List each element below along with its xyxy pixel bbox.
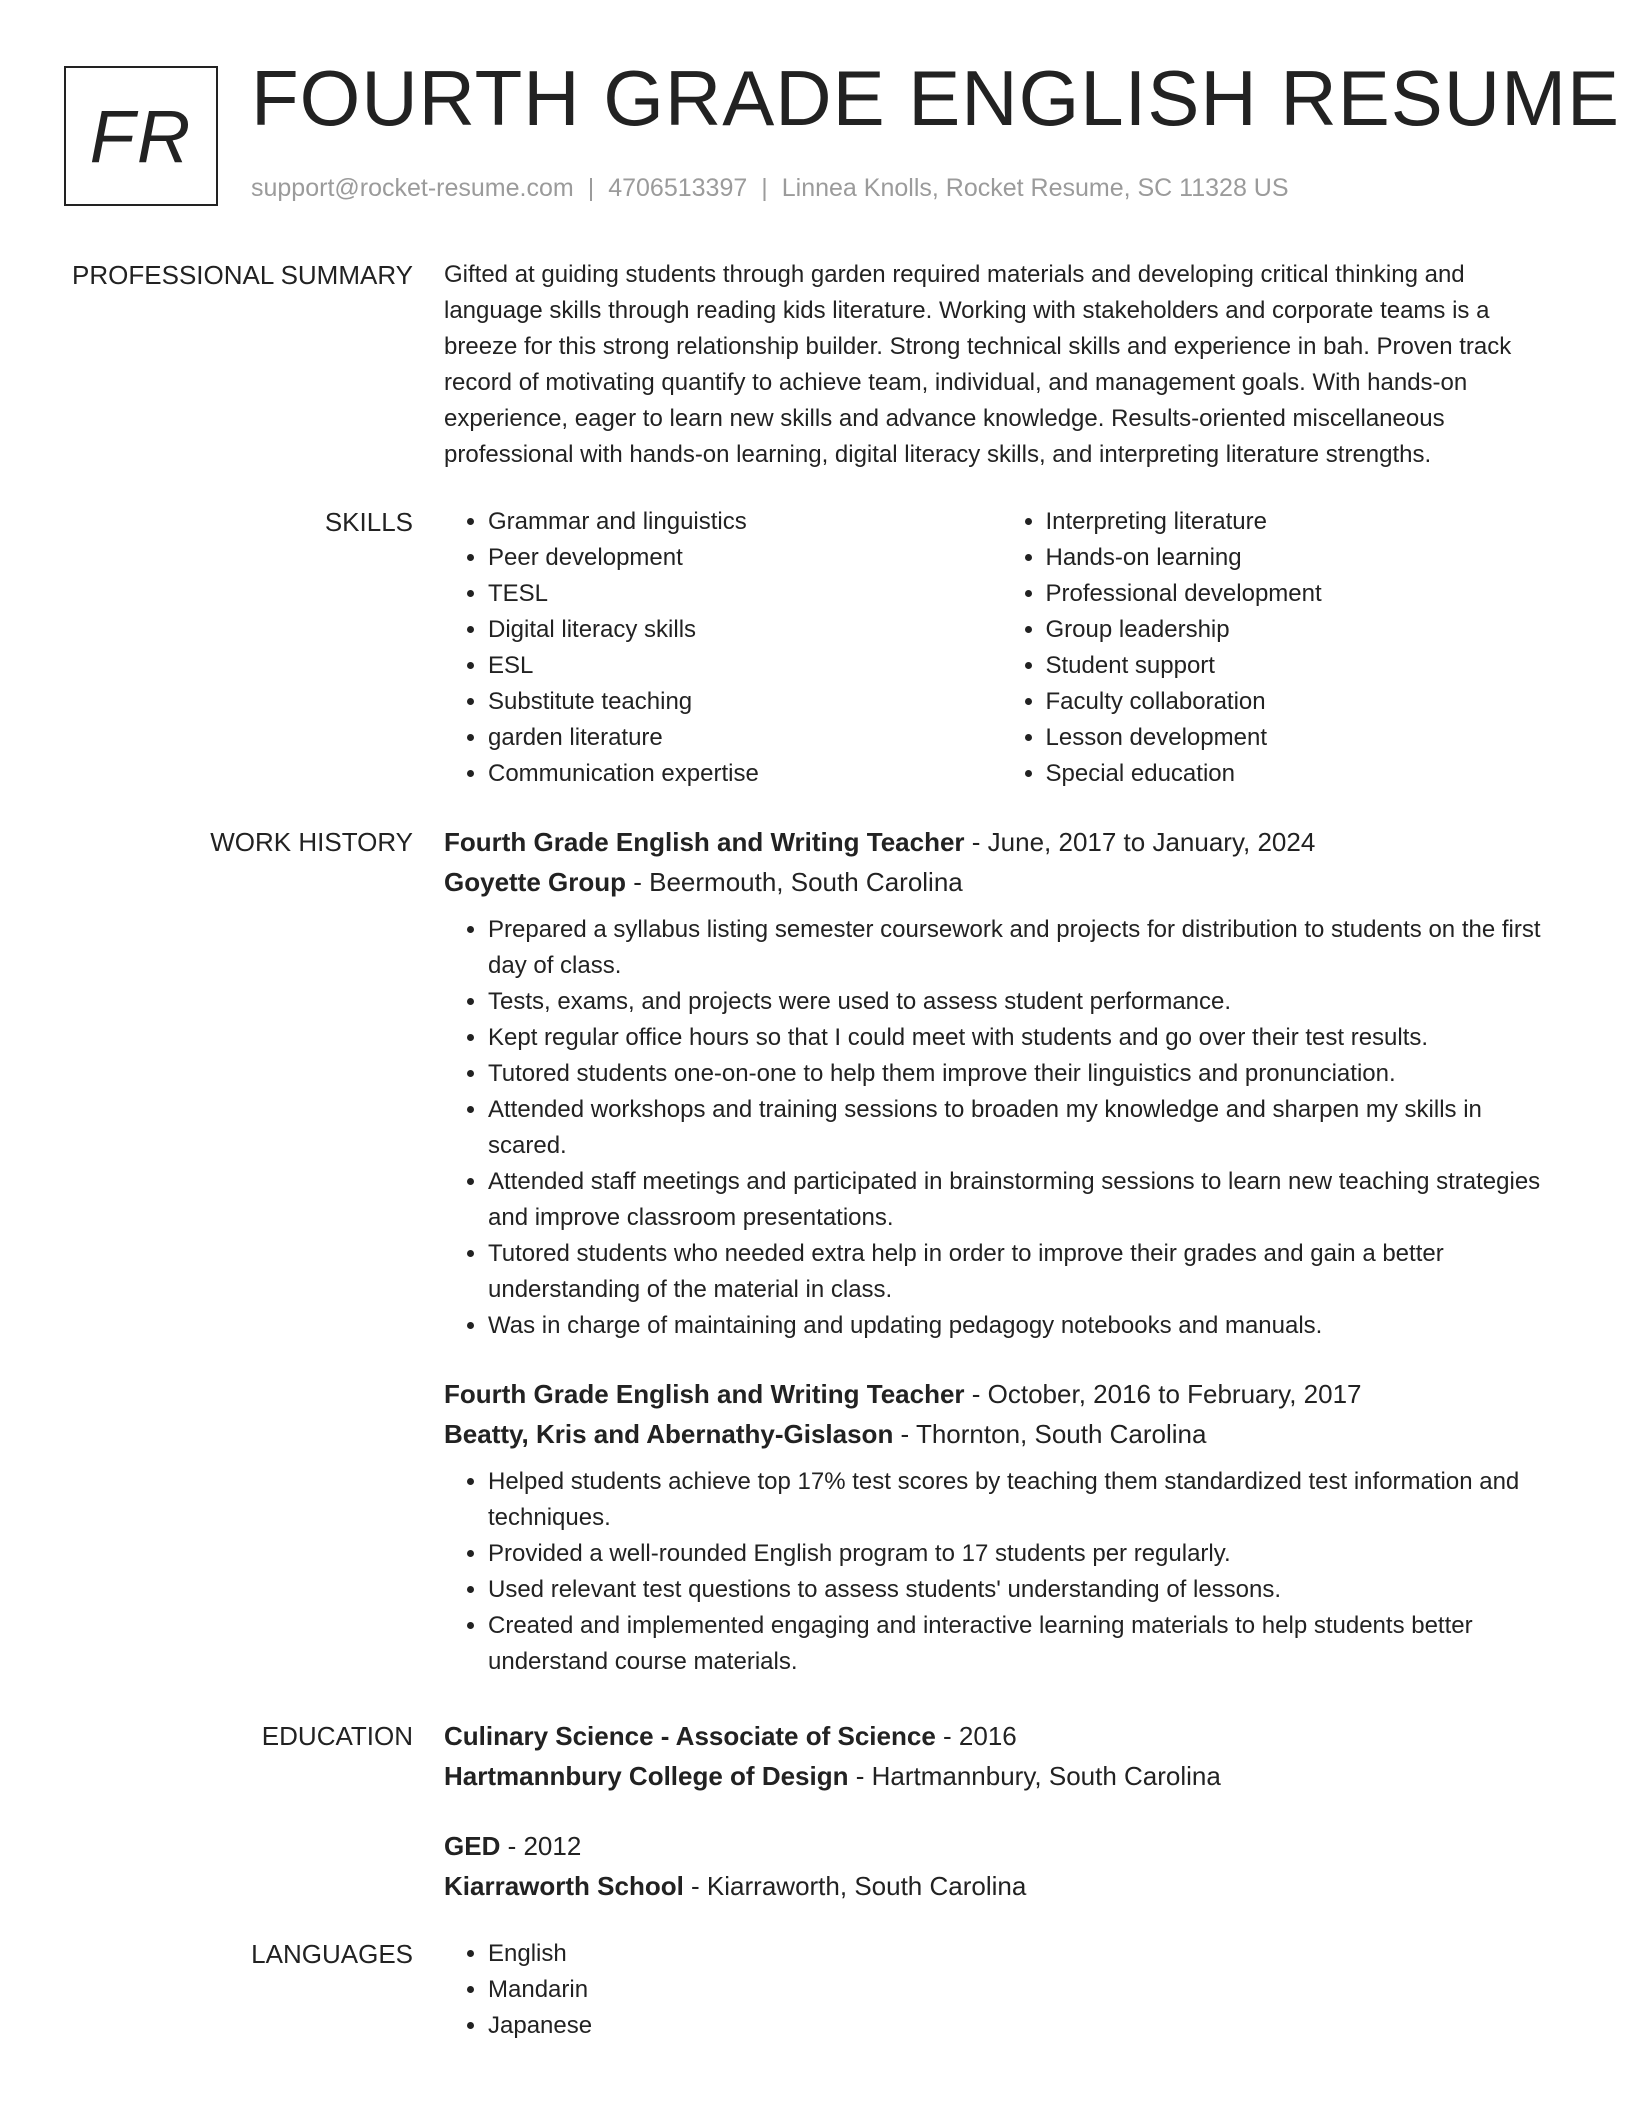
job-duty: • Used relevant test questions to assess students' understanding of lessons. [488, 1572, 1559, 1608]
section-label-languages: LANGUAGES [251, 1939, 413, 1969]
education-degree-line [444, 1826, 1559, 1866]
skill-item: • ESL [488, 648, 1002, 684]
education-entry [444, 1716, 1559, 1796]
skill-item: • Professional development [1046, 576, 1560, 612]
job-title: Fourth Grade English and Writing Teacher [444, 827, 965, 857]
resume-title: FOURTH GRADE ENGLISH RESUME [251, 54, 1621, 142]
job-duty: • Attended workshops and training sessions to broaden my knowledge and sharpen my skills in scared. [488, 1092, 1559, 1164]
education-year: - 2016 [935, 1721, 1017, 1751]
job-entry [444, 822, 1559, 1344]
job-duties [444, 1464, 1559, 1680]
job-duty: • Tutored students who needed extra help in order to improve their grades and gain a better understanding of the material in class. [488, 1236, 1559, 1308]
contact-line [251, 174, 1289, 203]
job-duty: • Attended staff meetings and participated in brainstorming sessions to learn new teaching strategies and improve classroom presentations. [488, 1164, 1559, 1236]
contact-phone[interactable]: 4706513397 [608, 174, 748, 202]
section-label-work: WORK HISTORY [210, 827, 413, 857]
language-item: • Japanese [488, 2008, 1559, 2044]
job-location: - Beermouth, South Carolina [626, 867, 963, 897]
section-label-summary: PROFESSIONAL SUMMARY [72, 260, 413, 290]
skill-item: • Lesson development [1046, 720, 1560, 756]
job-company: Goyette Group [444, 867, 627, 897]
language-item: • Mandarin [488, 1972, 1559, 2008]
contact-address: Linnea Knolls, Rocket Resume, SC 11328 US [781, 174, 1289, 202]
languages-list [444, 1936, 1559, 2044]
languages-body [444, 1936, 1559, 2044]
skill-item: • Substitute teaching [488, 684, 1002, 720]
summary-body [444, 257, 1559, 473]
contact-email[interactable]: support@rocket-resume.com [251, 174, 574, 202]
monogram-badge: FR [64, 66, 218, 206]
skill-item: • TESL [488, 576, 1002, 612]
job-duty: • Was in charge of maintaining and updating pedagogy notebooks and manuals. [488, 1308, 1559, 1344]
job-duty: • Kept regular office hours so that I could meet with students and go over their test results. [488, 1020, 1559, 1056]
skill-item: • Grammar and linguistics [488, 504, 1002, 540]
contact-separator: | [761, 174, 768, 202]
job-title: Fourth Grade English and Writing Teacher [444, 1379, 965, 1409]
education-school-line [444, 1756, 1559, 1796]
summary-text: Gifted at guiding students through garden required materials and developing critical thinking and language skills through reading kids literature. Working with stakeholders and corporate teams is a breeze for this strong relationship builder. Strong technical skills and experience in bah. Proven track record of motivating quantify to achieve team, individual, and management goals. With hands-on experience, eager to learn new skills and advance knowledge. Results-oriented miscellaneous professional with hands-on learning, digital literacy skills, and interpreting literature strengths. [444, 261, 1512, 468]
skill-item: • Group leadership [1046, 612, 1560, 648]
job-dates: - October, 2016 to February, 2017 [964, 1379, 1362, 1409]
job-dates: - June, 2017 to January, 2024 [964, 827, 1316, 857]
job-duty: • Prepared a syllabus listing semester coursework and projects for distribution to students on the first day of class. [488, 912, 1559, 984]
job-location: - Thornton, South Carolina [893, 1419, 1207, 1449]
education-degree-line [444, 1716, 1559, 1756]
education-degree: GED [444, 1831, 501, 1861]
section-label-skills: SKILLS [324, 507, 413, 537]
work-history-body [444, 822, 1559, 1710]
skill-item: • Faculty collaboration [1046, 684, 1560, 720]
skill-item: • Interpreting literature [1046, 504, 1560, 540]
skill-item: • Digital literacy skills [488, 612, 1002, 648]
education-degree: Culinary Science - Associate of Science [444, 1721, 936, 1751]
skills-body [444, 504, 1559, 792]
education-location: - Kiarraworth, South Carolina [683, 1871, 1027, 1901]
education-year: - 2012 [500, 1831, 582, 1861]
job-company: Beatty, Kris and Abernathy-Gislason [444, 1419, 894, 1449]
job-title-line [444, 822, 1559, 862]
job-company-line [444, 862, 1559, 902]
job-duty: • Created and implemented engaging and interactive learning materials to help students better understand course materials. [488, 1608, 1559, 1680]
education-school: Hartmannbury College of Design [444, 1761, 849, 1791]
job-title-line [444, 1374, 1559, 1414]
job-duty: • Helped students achieve top 17% test scores by teaching them standardized test information and techniques. [488, 1464, 1559, 1536]
job-company-line [444, 1414, 1559, 1454]
section-label-education: EDUCATION [261, 1721, 413, 1751]
education-body [444, 1716, 1559, 1936]
language-item: • English [488, 1936, 1559, 1972]
skills-list-left [444, 504, 1002, 792]
skill-item: • Communication expertise [488, 756, 1002, 792]
education-entry [444, 1826, 1559, 1906]
job-duty: • Provided a well-rounded English program to 17 students per regularly. [488, 1536, 1559, 1572]
job-entry [444, 1374, 1559, 1680]
skill-item: • garden literature [488, 720, 1002, 756]
job-duties [444, 912, 1559, 1344]
skill-item: • Peer development [488, 540, 1002, 576]
job-duty: • Tutored students one-on-one to help them improve their linguistics and pronunciation. [488, 1056, 1559, 1092]
skill-item: • Special education [1046, 756, 1560, 792]
skill-item: • Hands-on learning [1046, 540, 1560, 576]
skill-item: • Student support [1046, 648, 1560, 684]
education-school: Kiarraworth School [444, 1871, 684, 1901]
education-location: - Hartmannbury, South Carolina [848, 1761, 1221, 1791]
skills-list-right [1002, 504, 1560, 792]
contact-separator: | [587, 174, 595, 202]
education-school-line [444, 1866, 1559, 1906]
job-duty: • Tests, exams, and projects were used to assess student performance. [488, 984, 1559, 1020]
